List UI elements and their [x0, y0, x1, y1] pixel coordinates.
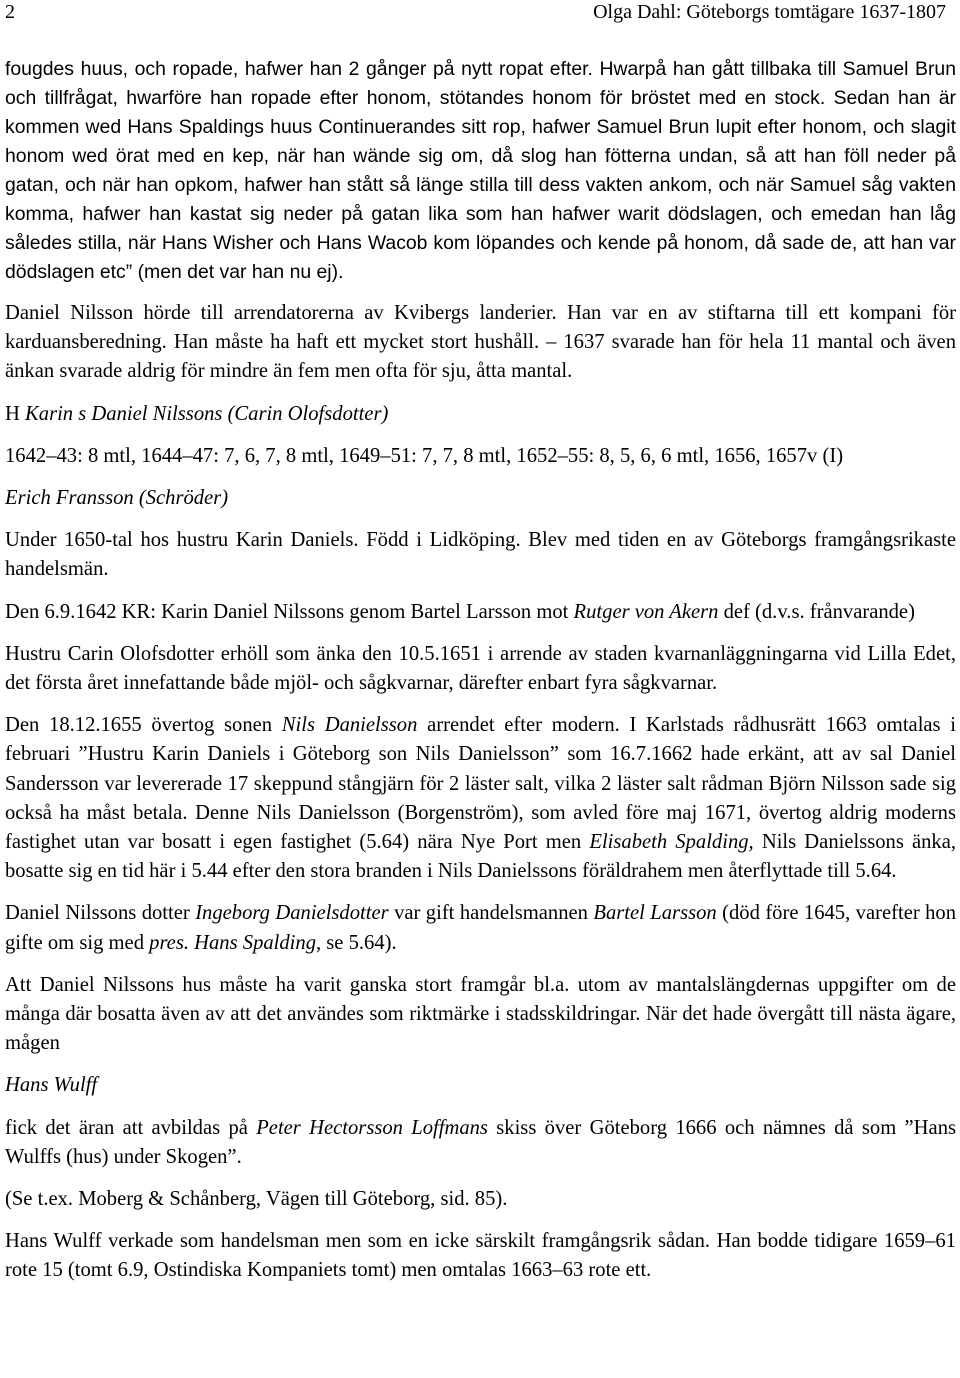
heading-hans-wulff: Hans Wulff [5, 1074, 98, 1097]
text-segment: Nils Danielssons änka, bosatte sig en tid här i 5.44 efter den stora branden i Nils Danielssons föräldrahem men återflyttade till 5.64. [5, 831, 957, 883]
document-page [5, 0, 956, 1286]
paragraph-erich: Under 1650-tal hos hustru Karin Daniels. Född i Lidköping. Blev med tiden en av Göteborgs framgångsrikaste handelsmän. [5, 529, 956, 581]
text-segment: var gift handelsmannen [388, 902, 594, 925]
name-hans-spalding: pres. Hans Spalding [149, 931, 316, 954]
page-header [5, 0, 956, 40]
paragraph-house-size: Att Daniel Nilssons hus måste ha varit ganska stort framgår bl.a. utom av mantalslängdernas uppgifter om de många där bosatta även av att det användes som riktmärke i stadsskildringar. När det hade övergått till nästa ägare, mågen [5, 973, 956, 1055]
text-segment: arrendet efter modern. I Karlstads rådhusrätt 1663 omtalas i februari ”Hustru Karin Daniels i Göteborg son Nils Danielsson” som 16.7.1662 hade erkänt, att av sal Daniel Sandersson var levererade 17 skeppund stångjärn för 2 läster salt, vilka 2 läster salt rådman Björn Nilsson sade sig också ha måst betala. Denne Nils Danielsson (Borgenström), som avled före maj 1671, övertog aldrig moderns fastighet utan var bosatt i egen fastighet (5.64) nära Nye Port men [5, 714, 957, 854]
text-segment: Daniel Nilssons dotter [5, 902, 196, 925]
text-segment: skiss över Göteborg 1666 och nämnes då som ”Hans Wulffs (hus) under Skogen”. [5, 1116, 956, 1168]
paragraph-ingeborg [5, 899, 956, 957]
paragraph-kr-1642 [5, 598, 956, 627]
heading-karin-name: Karin s Daniel Nilssons (Carin Olofsdotter) [25, 402, 389, 425]
heading-prefix: H [5, 402, 26, 425]
text-segment: , se 5.64). [316, 931, 397, 954]
paragraph-reference: (Se t.ex. Moberg & Schånberg, Vägen till Göteborg, sid. 85). [5, 1188, 508, 1211]
text-segment: (död före 1645, varefter hon gifte om sig med [5, 902, 957, 954]
name-loffman: Peter Hectorsson Loffmans [256, 1116, 488, 1139]
paragraph-hans-wulff: Hans Wulff verkade som handelsman men som en icke särskilt framgångsrik sådan. Han bodde tidigare 1659–61 rote 15 (tomt 6.9, Ostindiska Kompaniets tomt) men omtalas 1663–63 rote ett. [5, 1230, 956, 1282]
text-segment: fick det äran att avbildas på [5, 1116, 257, 1139]
paragraph-carin-arrende: Hustru Carin Olofsdotter erhöll som änka den 10.5.1651 i arrende av staden kvarnanläggningarna vid Lilla Edet, det första året innefattande både mjöl- och sågkvarnar, därefter enbart fyra sågkvarnar. [5, 642, 956, 695]
name-elisabeth: Elisabeth Spalding, [589, 831, 754, 854]
page-number: 2 [5, 1, 15, 23]
testimony-text: fougdes huus, och ropade, hafwer han 2 gånger på nytt ropat efter. Hwarpå han gått tillbaka till Samuel Brun och tillfrågat, hwarföre han ropade efter honom, stötandes honom för bröstet med en stock. [5, 58, 956, 109]
name-nils: Nils Danielsson [281, 714, 418, 737]
testimony-continuation: Sedan han är kommen wed Hans Spaldings huus Continuerandes sitt rop, hafwer Samuel Brun lupit efter honom, och slagit honom wed örat med en kep, när han wände sig om, då slog han fötterna undan, så att han föll neder på gatan, och när han opkom, hafwer han stått så länge stilla till dess vakten ankom, och när Samuel såg vakten komma, hafwer han kastat sig neder på gatan lika som han hafwer warit dödslagen, och emedan han låg således stilla, när Hans Wisher och Hans Wacob kom löpandes och kende på honom, då sade de, att han var dödslagen etc” (men det var han nu ej). [5, 87, 956, 283]
paragraph-daniel-nilsson: Daniel Nilsson hörde till arrendatorerna av Kvibergs landerier. Han var en av stiftarna till ett kompani för karduansberedning. Han måste ha haft ett mycket stort hushåll. – 1637 svarade han för hela 11 mantal och även änkan svarade aldrig för mindre än fem men ofta för sju, åtta mantal. [5, 302, 956, 383]
heading-erich-fransson: Erich Fransson (Schröder) [5, 487, 229, 510]
text-segment: def (d.v.s. frånvarande) [718, 600, 915, 623]
paragraph-loffman-sketch [5, 1114, 956, 1172]
running-title: Olga Dahl: Göteborgs tomtägare 1637-1807 [593, 1, 946, 23]
heading-karin [5, 400, 956, 429]
paragraph-nils-danielsson [5, 711, 956, 886]
name-ingeborg: Ingeborg Danielsdotter [195, 902, 389, 925]
text-segment: Den 18.12.1655 övertog sonen [5, 714, 282, 737]
name-bartel: Bartel Larsson [593, 902, 717, 925]
text-segment: Den 6.9.1642 KR: Karin Daniel Nilssons genom Bartel Larsson mot [5, 600, 574, 623]
quoted-testimony [5, 55, 956, 287]
name-rutger: Rutger von Akern [573, 600, 719, 623]
paragraph-mantal: 1642–43: 8 mtl, 1644–47: 7, 6, 7, 8 mtl, 1649–51: 7, 7, 8 mtl, 1652–55: 8, 5, 6, 6 mtl, 1656, 1657v (I) [5, 444, 844, 467]
